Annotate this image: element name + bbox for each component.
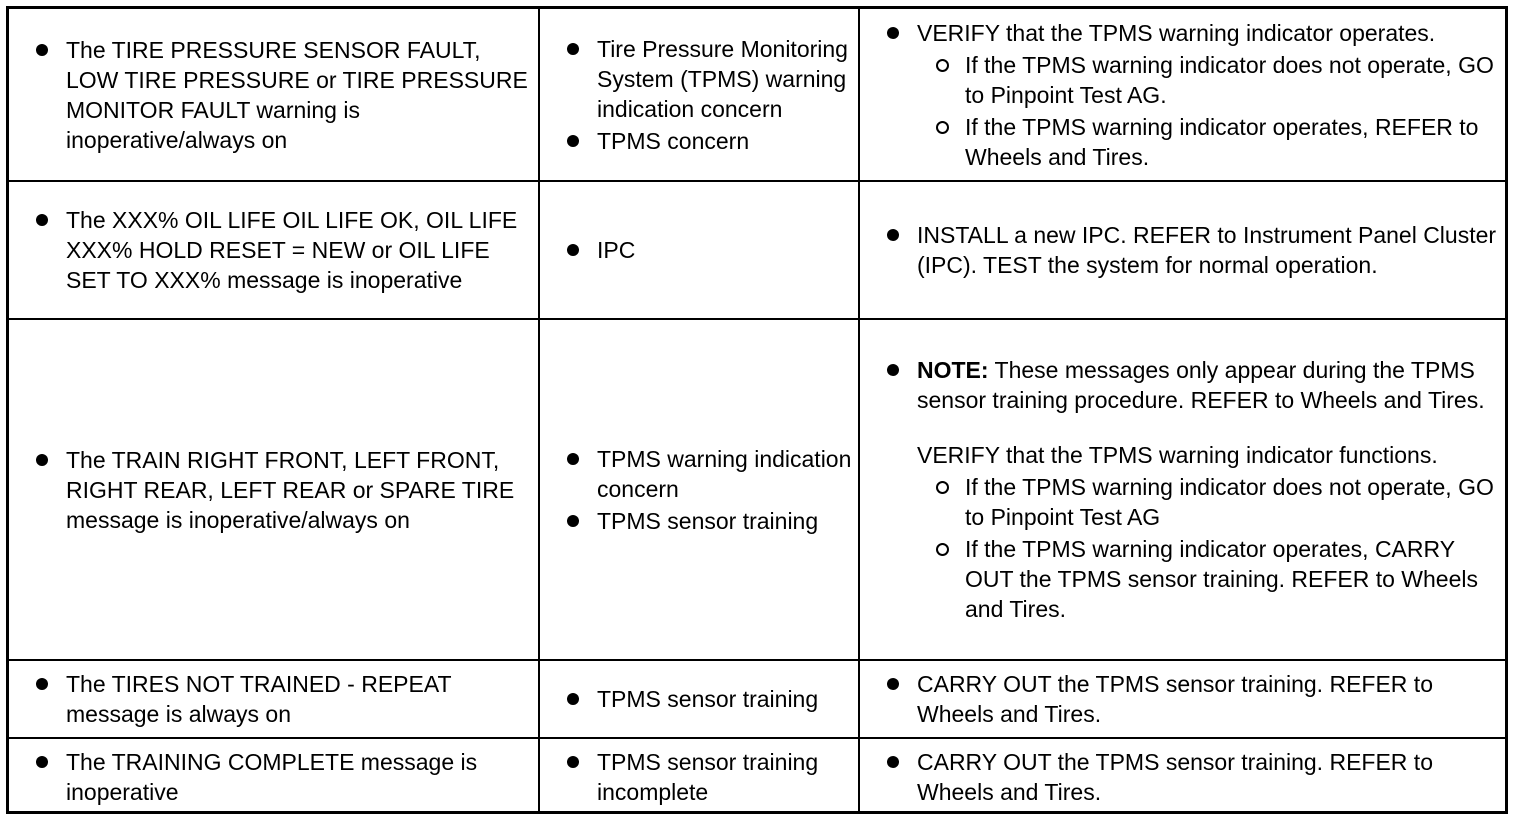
table-row [9,738,1505,814]
condition-text: The TIRE PRESSURE SENSOR FAULT, LOW TIRE PRESSURE or TIRE PRESSURE MONITOR FAULT warning is inoperative/always on [9,35,538,155]
table-row [9,9,1505,181]
table-row [9,319,1505,660]
note-label: NOTE: [917,357,989,383]
cause-cell [539,319,859,660]
action-subitem: If the TPMS warning indicator operates, REFER to Wheels and Tires. [917,112,1501,172]
condition-text: The TIRES NOT TRAINED - REPEAT message is always on [9,669,538,729]
action-item: CARRY OUT the TPMS sensor training. REFER to Wheels and Tires. [860,669,1505,729]
cause-item: TPMS sensor training [540,684,858,714]
condition-cell [9,738,539,814]
action-item [860,18,1505,172]
action-cell [859,319,1505,660]
cause-cell [539,738,859,814]
cause-cell [539,660,859,738]
table-row [9,181,1505,319]
cause-item: TPMS warning indication concern [540,444,858,504]
cause-item: IPC [540,235,858,265]
diagnostic-table-sheet [6,6,1508,814]
action-subitem: If the TPMS warning indicator does not operate, GO to Pinpoint Test AG. [917,50,1501,110]
condition-cell [9,319,539,660]
table-row [9,660,1505,738]
condition-cell [9,181,539,319]
condition-text: The TRAIN RIGHT FRONT, LEFT FRONT, RIGHT REAR, LEFT REAR or SPARE TIRE message is inoperative/always on [9,445,538,535]
condition-text: The TRAINING COMPLETE message is inoperative [9,747,538,807]
action-item: INSTALL a new IPC. REFER to Instrument Panel Cluster (IPC). TEST the system for normal operation. [860,220,1505,280]
verify-text: VERIFY that the TPMS warning indicator functions. [917,442,1438,468]
note-block [917,357,1485,413]
cause-item: TPMS concern [540,126,858,156]
action-text: VERIFY that the TPMS warning indicator operates. [917,19,1436,46]
cause-item: TPMS sensor training [540,506,858,536]
symptom-chart-table [9,9,1505,814]
action-subitem: If the TPMS warning indicator does not operate, GO to Pinpoint Test AG [917,472,1501,532]
action-subitem: If the TPMS warning indicator operates, CARRY OUT the TPMS sensor training. REFER to Wheels and Tires. [917,534,1501,624]
action-cell [859,181,1505,319]
cause-item: TPMS sensor training incomplete [540,747,858,807]
cause-cell [539,9,859,181]
cause-item: Tire Pressure Monitoring System (TPMS) warning indication concern [540,34,858,124]
action-item [860,355,1505,624]
action-cell [859,660,1505,738]
action-cell [859,9,1505,181]
note-text: These messages only appear during the TPMS sensor training procedure. REFER to Wheels and Tires. [917,357,1485,413]
cause-cell [539,181,859,319]
action-item: CARRY OUT the TPMS sensor training. REFER to Wheels and Tires. [860,747,1505,807]
condition-cell [9,9,539,181]
action-cell [859,738,1505,814]
condition-text: The XXX% OIL LIFE OIL LIFE OK, OIL LIFE XXX% HOLD RESET = NEW or OIL LIFE SET TO XXX% message is inoperative [9,205,538,295]
condition-cell [9,660,539,738]
